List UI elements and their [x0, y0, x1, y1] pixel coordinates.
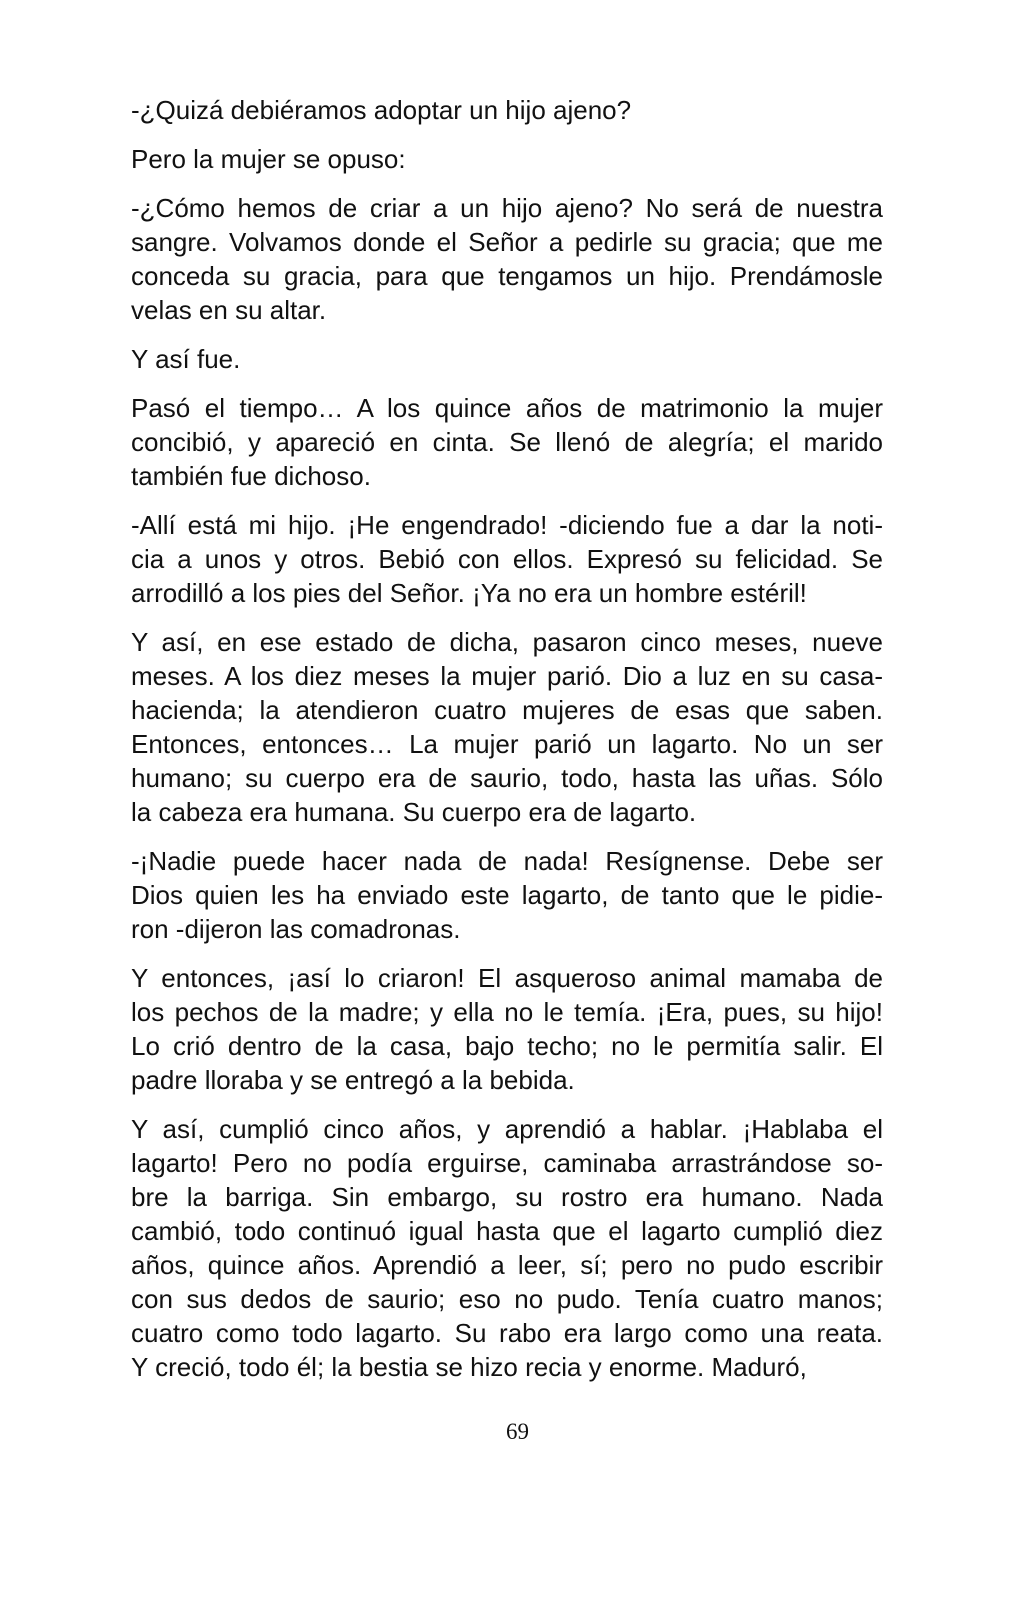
text-line: Y creció, todo él; la bestia se hizo recia y enorme. Maduró, [131, 1352, 807, 1382]
paragraph [131, 142, 883, 176]
text-line: bre la barriga. Sin embargo, su rostro era humano. Nada [131, 1182, 883, 1212]
text-line: años, quince años. Aprendió a leer, sí; pero no pudo escribir [131, 1250, 883, 1280]
text-line: Y así, cumplió cinco años, y aprendió a hablar. ¡Hablaba el [131, 1114, 883, 1144]
text-line: los pechos de la madre; y ella no le temía. ¡Era, pues, su hijo! [131, 997, 883, 1027]
text-line: Pero la mujer se opuso: [131, 144, 406, 174]
text-line: meses. A los diez meses la mujer parió. Dio a luz en su casa- [131, 661, 883, 691]
paragraph [131, 93, 883, 127]
text-line: -Allí está mi hijo. ¡He engendrado! -diciendo fue a dar la noti- [131, 510, 883, 540]
text-line: cambió, todo continuó igual hasta que el lagarto cumplió diez [131, 1216, 883, 1246]
text-line: arrodilló a los pies del Señor. ¡Ya no era un hombre estéril! [131, 578, 807, 608]
text-line: Entonces, entonces… La mujer parió un lagarto. No un ser [131, 729, 883, 759]
body-text [131, 93, 883, 1399]
text-line: conceda su gracia, para que tengamos un hijo. Prendámosle [131, 261, 883, 291]
text-line: ron -dijeron las comadronas. [131, 914, 461, 944]
text-line: -¡Nadie puede hacer nada de nada! Resígnense. Debe ser [131, 846, 883, 876]
paragraph [131, 508, 883, 610]
text-line: Dios quien les ha enviado este lagarto, de tanto que le pidie- [131, 880, 883, 910]
text-line: Pasó el tiempo… A los quince años de matrimonio la mujer [131, 393, 883, 423]
paragraph [131, 961, 883, 1097]
text-line: velas en su altar. [131, 295, 327, 325]
text-line: Y así, en ese estado de dicha, pasaron cinco meses, nueve [131, 627, 883, 657]
paragraph [131, 391, 883, 493]
text-line: -¿Quizá debiéramos adoptar un hijo ajeno? [131, 95, 632, 125]
paragraph [131, 1112, 883, 1384]
text-line: Lo crió dentro de la casa, bajo techo; no le permitía salir. El [131, 1031, 883, 1061]
text-line: también fue dichoso. [131, 461, 371, 491]
text-line: lagarto! Pero no podía erguirse, caminaba arrastrándose so- [131, 1148, 883, 1178]
text-line: padre lloraba y se entregó a la bebida. [131, 1065, 575, 1095]
text-line: sangre. Volvamos donde el Señor a pedirle su gracia; que me [131, 227, 883, 257]
paragraph [131, 342, 883, 376]
paragraph [131, 191, 883, 327]
paragraph [131, 844, 883, 946]
text-line: hacienda; la atendieron cuatro mujeres de esas que saben. [131, 695, 883, 725]
text-line: concibió, y apareció en cinta. Se llenó de alegría; el marido [131, 427, 883, 457]
text-line: cia a unos y otros. Bebió con ellos. Expresó su felicidad. Se [131, 544, 883, 574]
page-number: 69 [506, 1419, 529, 1444]
text-line: humano; su cuerpo era de saurio, todo, hasta las uñas. Sólo [131, 763, 883, 793]
text-line: Y así fue. [131, 344, 241, 374]
text-line: cuatro como todo lagarto. Su rabo era largo como una reata. [131, 1318, 883, 1348]
text-line: la cabeza era humana. Su cuerpo era de lagarto. [131, 797, 697, 827]
text-line: con sus dedos de saurio; eso no pudo. Tenía cuatro manos; [131, 1284, 883, 1314]
paragraph [131, 625, 883, 829]
text-line: -¿Cómo hemos de criar a un hijo ajeno? No será de nuestra [131, 193, 883, 223]
text-line: Y entonces, ¡así lo criaron! El asqueroso animal mamaba de [131, 963, 883, 993]
